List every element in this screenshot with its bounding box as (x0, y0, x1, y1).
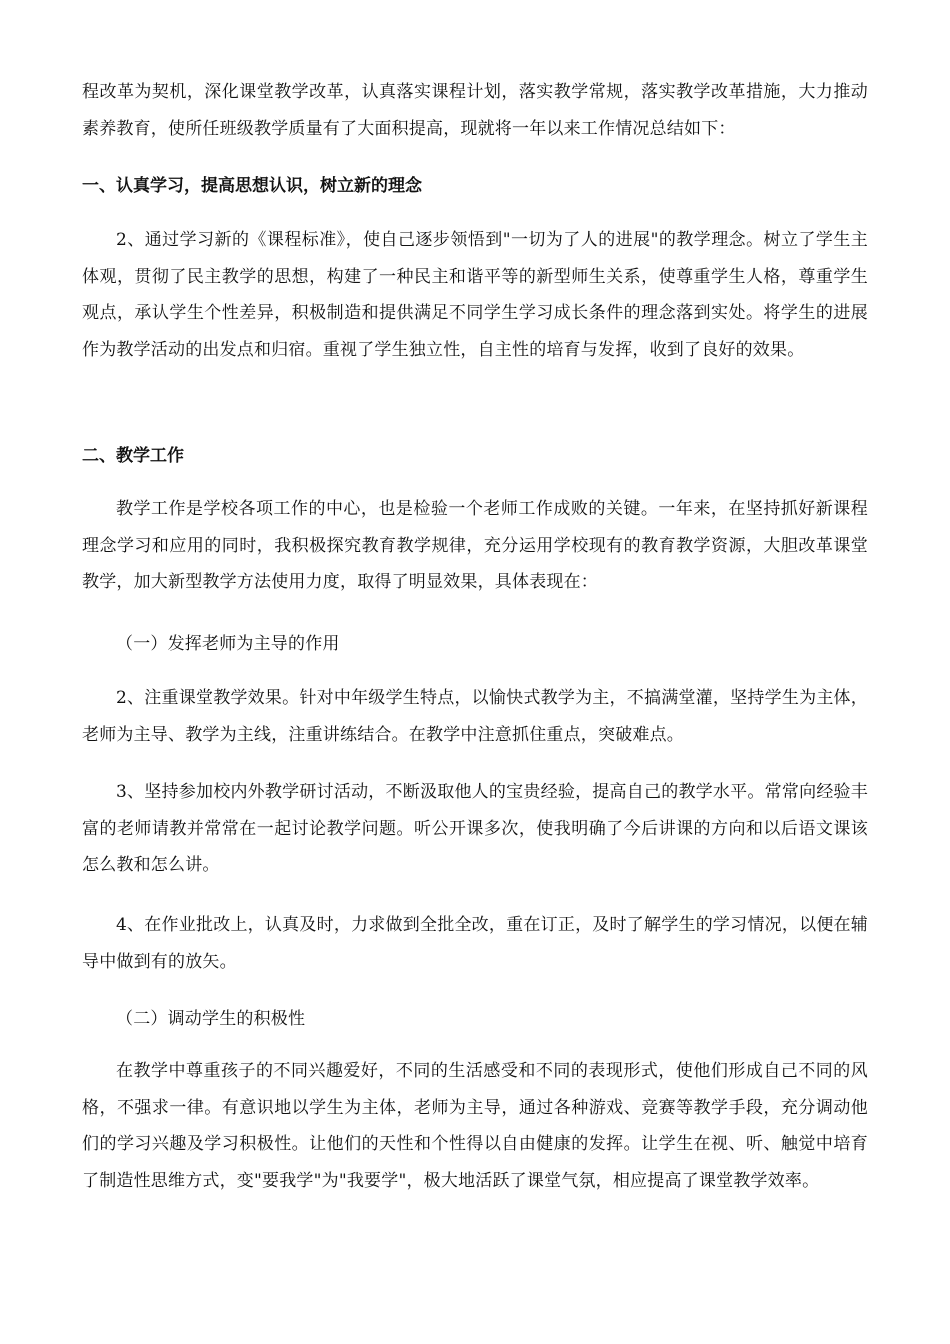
section-heading-2: 二、教学工作 (82, 446, 184, 466)
section-heading-1: 一、认真学习，提高思想认识，树立新的理念 (82, 176, 422, 196)
paragraph-3: 在教学中尊重孩子的不同兴趣爱好，不同的生活感受和不同的表现形式，使他们形成自己不同的风格，不强求一律。有意识地以学生为主体，老师为主导，通过各种游戏、竞赛等教学手段，充分调动他们的学习兴趣及学习积极性。让他们的天性和个性得以自由健康的发挥。让学生在视、听、触觉中培育了制造性思维方式，变"要我学"为"我要学"，极大地活跃了课堂气氛，相应提高了课堂教学效率。 (82, 1061, 868, 1191)
paragraph-2-intro: 教学工作是学校各项工作的中心，也是检验一个老师工作成败的关键。一年来，在坚持抓好新课程理念学习和应用的同时，我积极探究教育教学规律，充分运用学校现有的教育教学资源，大胆改革课堂教学，加大新型教学方法使用力度，取得了明显效果，具体表现在： (82, 499, 868, 592)
subheading-1: （一）发挥老师为主导的作用 (116, 634, 340, 654)
subheading-2: （二）调动学生的积极性 (116, 1009, 306, 1029)
intro-paragraph: 程改革为契机，深化课堂教学改革，认真落实课程计划，落实教学常规，落实教学改革措施，大力推动素养教育，使所任班级教学质量有了大面积提高，现就将一年以来工作情况总结如下： (82, 82, 868, 139)
paragraph-1-2: 2、通过学习新的《课程标准》，使自己逐步领悟到"一切为了人的进展"的教学理念。树立了学生主体观，贯彻了民主教学的思想，构建了一种民主和谐平等的新型师生关系，使尊重学生人格，尊重学生观点，承认学生个性差异，积极制造和提供满足不同学生学习成长条件的理念落到实处。将学生的进展作为教学活动的出发点和归宿。重视了学生独立性，自主性的培育与发挥，收到了良好的效果。 (82, 230, 868, 360)
paragraph-2-3: 3、坚持参加校内外教学研讨活动，不断汲取他人的宝贵经验，提高自己的教学水平。常常向经验丰富的老师请教并常常在一起讨论教学问题。听公开课多次，使我明确了今后讲课的方向和以后语文课该怎么教和怎么讲。 (82, 782, 868, 875)
paragraph-2-2: 2、注重课堂教学效果。针对中年级学生特点，以愉快式教学为主，不搞满堂灌，坚持学生为主体，老师为主导、教学为主线，注重讲练结合。在教学中注意抓住重点，突破难点。 (82, 688, 868, 745)
paragraph-2-4: 4、在作业批改上，认真及时，力求做到全批全改，重在订正，及时了解学生的学习情况，以便在辅导中做到有的放矢。 (82, 915, 868, 972)
